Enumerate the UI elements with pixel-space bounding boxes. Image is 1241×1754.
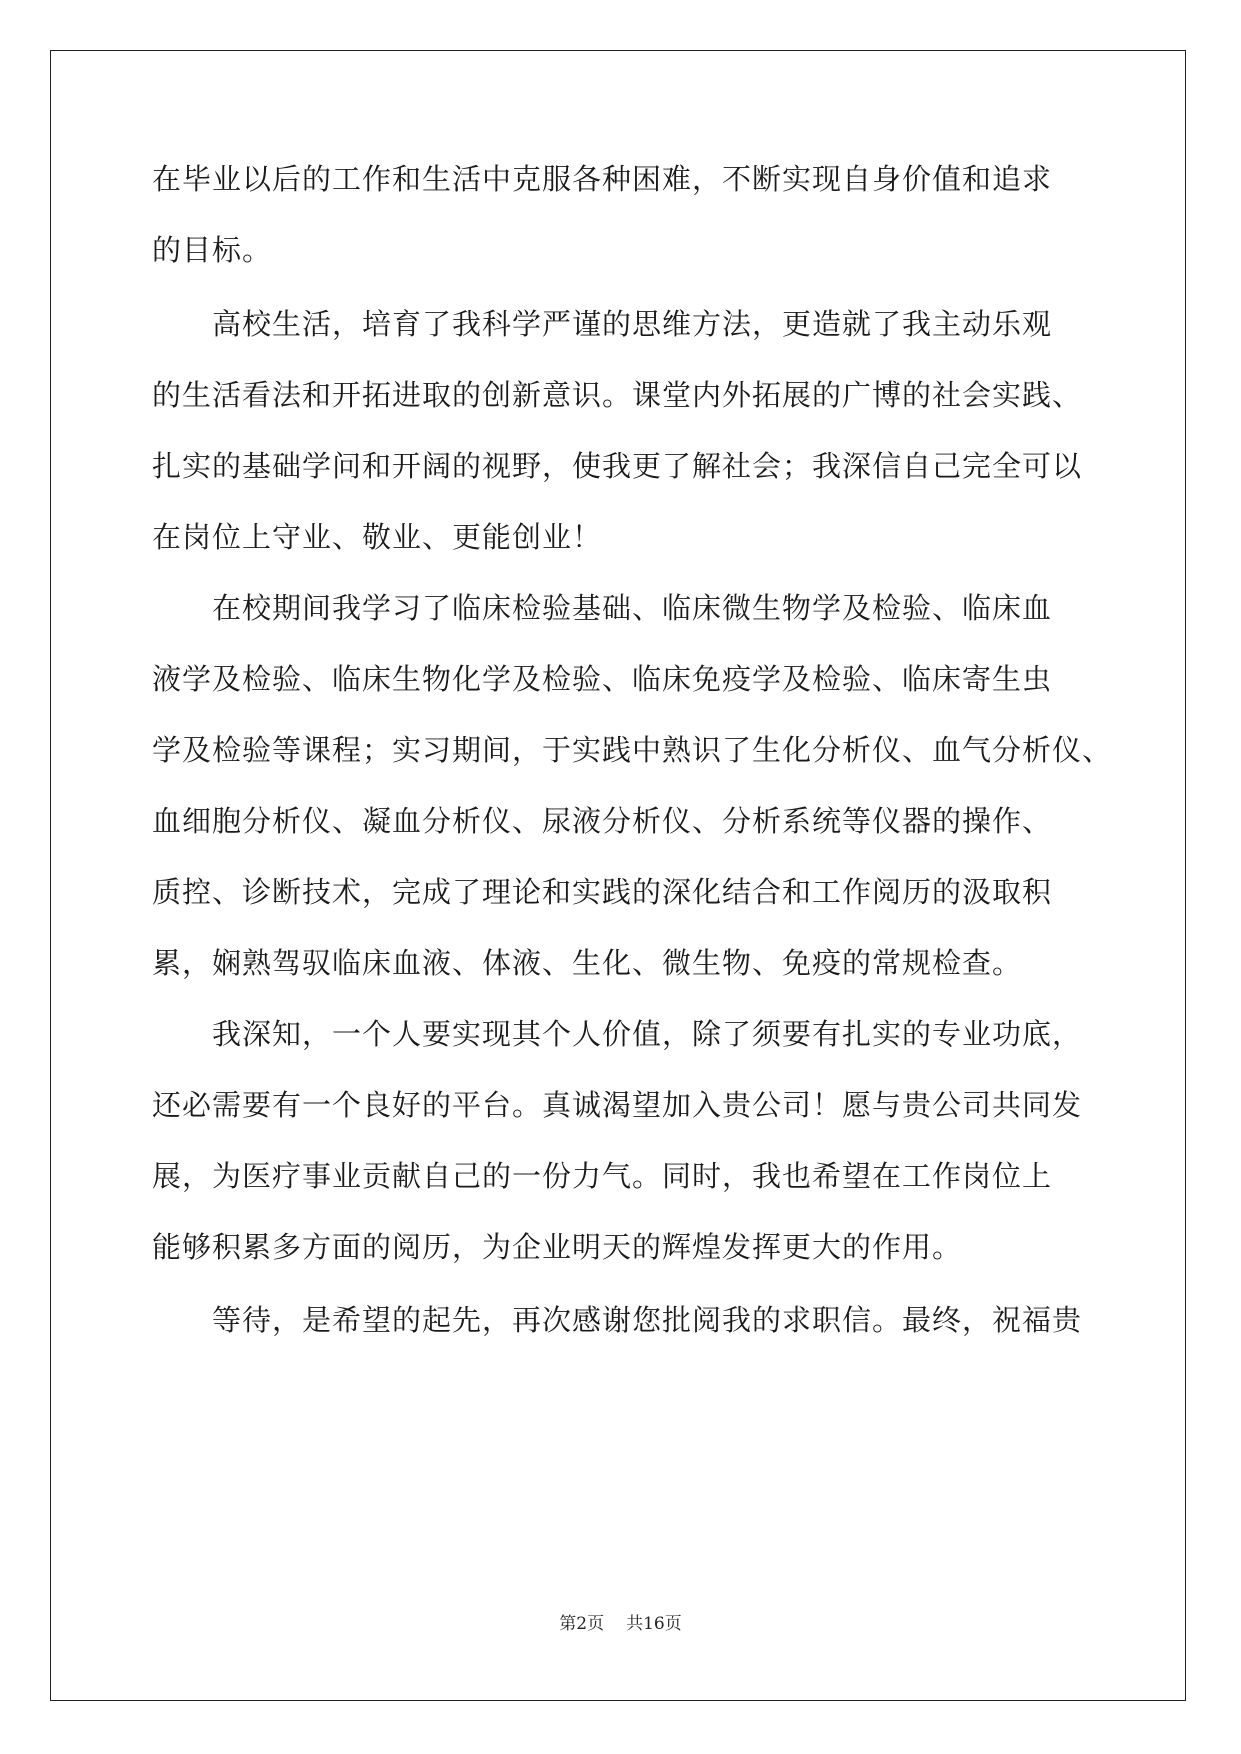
text-line: 还必需要有一个良好的平台。真诚渴望加入贵公司！愿与贵公司共同发 [152, 1088, 1083, 1122]
text-line: 液学及检验、临床生物化学及检验、临床免疫学及检验、临床寄生虫 [152, 662, 1053, 696]
text-line: 在岗位上守业、敬业、更能创业！ [152, 520, 603, 554]
text-line: 累，娴熟驾驭临床血液、体液、生化、微生物、免疫的常规检查。 [152, 946, 1023, 980]
paragraph-start-line: 高校生活，培育了我科学严谨的思维方法，更造就了我主动乐观 [212, 307, 1053, 341]
text-line: 扎实的基础学问和开阔的视野，使我更了解社会；我深信自己完全可以 [152, 449, 1083, 483]
paragraph-start-line: 我深知，一个人要实现其个人价值，除了须要有扎实的专业功底， [212, 1017, 1083, 1051]
text-line: 的目标。 [152, 233, 273, 267]
text-line: 质控、诊断技术，完成了理论和实践的深化结合和工作阅历的汲取积 [152, 875, 1053, 909]
text-line: 的生活看法和开拓进取的创新意识。课堂内外拓展的广博的社会实践、 [152, 378, 1083, 412]
text-line: 展，为医疗事业贡献自己的一份力气。同时，我也希望在工作岗位上 [152, 1159, 1053, 1193]
text-line: 学及检验等课程；实习期间，于实践中熟识了生化分析仪、血气分析仪、 [152, 733, 1113, 767]
page-number: 第2页 [559, 1614, 605, 1634]
paragraph-start-line: 等待，是希望的起先，再次感谢您批阅我的求职信。最终，祝福贵 [212, 1303, 1083, 1337]
paragraph-start-line: 在校期间我学习了临床检验基础、临床微生物学及检验、临床血 [212, 591, 1053, 625]
page-footer [0, 1612, 1241, 1636]
text-line: 在毕业以后的工作和生活中克服各种困难，不断实现自身价值和追求 [152, 162, 1053, 196]
text-line: 能够积累多方面的阅历，为企业明天的辉煌发挥更大的作用。 [152, 1230, 963, 1264]
page-total: 共16页 [626, 1614, 682, 1634]
text-line: 血细胞分析仪、凝血分析仪、尿液分析仪、分析系统等仪器的操作、 [152, 804, 1053, 838]
